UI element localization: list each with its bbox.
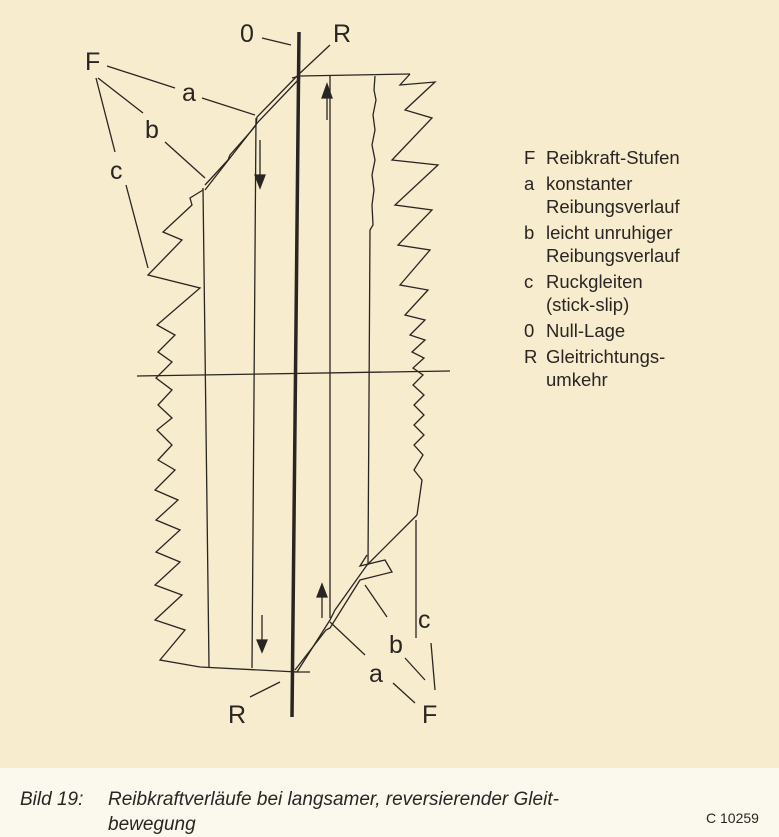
arrow-down-icon: [257, 615, 267, 652]
legend-text: Reibkraft-Stufen: [546, 147, 680, 168]
legend-item: [524, 221, 680, 267]
legend-text: Null-Lage: [546, 320, 626, 341]
legend-item: [524, 319, 680, 342]
trace-a-left: [252, 118, 256, 668]
label-a: a: [182, 79, 196, 107]
legend-key: c: [524, 271, 534, 292]
legend-item: [524, 345, 680, 391]
legend-item: [524, 146, 680, 169]
label-force: F: [85, 48, 101, 76]
zero-line: [292, 32, 299, 717]
caption-number: Bild 19:: [20, 789, 84, 810]
trace-c-left: [148, 190, 297, 672]
legend-key: 0: [524, 320, 535, 341]
legend-key: F: [524, 147, 536, 168]
curve-a-lower-2: [292, 555, 392, 672]
label-reversal-bottom: R: [228, 701, 247, 729]
label-a-bottom: a: [369, 660, 383, 688]
caption-line-2: bewegung: [108, 814, 196, 835]
caption-line-1: Reibkraftverläufe bei langsamer, reversierender Gleit-: [108, 789, 559, 810]
label-b: b: [145, 116, 159, 144]
trace-b-left: [203, 188, 209, 667]
trace-c-right: [392, 74, 438, 515]
label-b-bottom: b: [389, 631, 403, 659]
horizontal-axis: [137, 371, 450, 376]
legend-key: a: [524, 173, 535, 194]
label-c-bottom: c: [418, 606, 431, 634]
curve-a-upper-2: [205, 78, 300, 190]
leader-lines-top: [96, 38, 330, 268]
legend-key: R: [524, 346, 538, 367]
legend: [524, 146, 680, 394]
label-reversal: R: [333, 20, 352, 48]
label-zero: 0: [240, 20, 254, 48]
leader-lines-bottom: [250, 520, 435, 703]
top-reversal-line: [292, 74, 410, 78]
legend-item: [524, 270, 680, 316]
legend-text: Ruckgleiten (stick-slip): [546, 271, 643, 315]
figure-code: C 10259: [706, 810, 759, 826]
legend-text: konstanter Reibungsverlauf: [546, 173, 680, 217]
trace-b-right: [368, 76, 376, 565]
legend-text: leicht unruhiger Reibungsverlauf: [546, 222, 680, 266]
label-c: c: [110, 157, 123, 185]
arrow-up-icon: [317, 584, 327, 618]
figure-caption: [20, 787, 559, 837]
legend-item: [524, 172, 680, 218]
label-force-bottom: F: [422, 701, 438, 729]
legend-text: Gleitrichtungs- umkehr: [546, 346, 666, 390]
arrow-down-icon: [255, 140, 265, 188]
legend-key: b: [524, 222, 535, 243]
